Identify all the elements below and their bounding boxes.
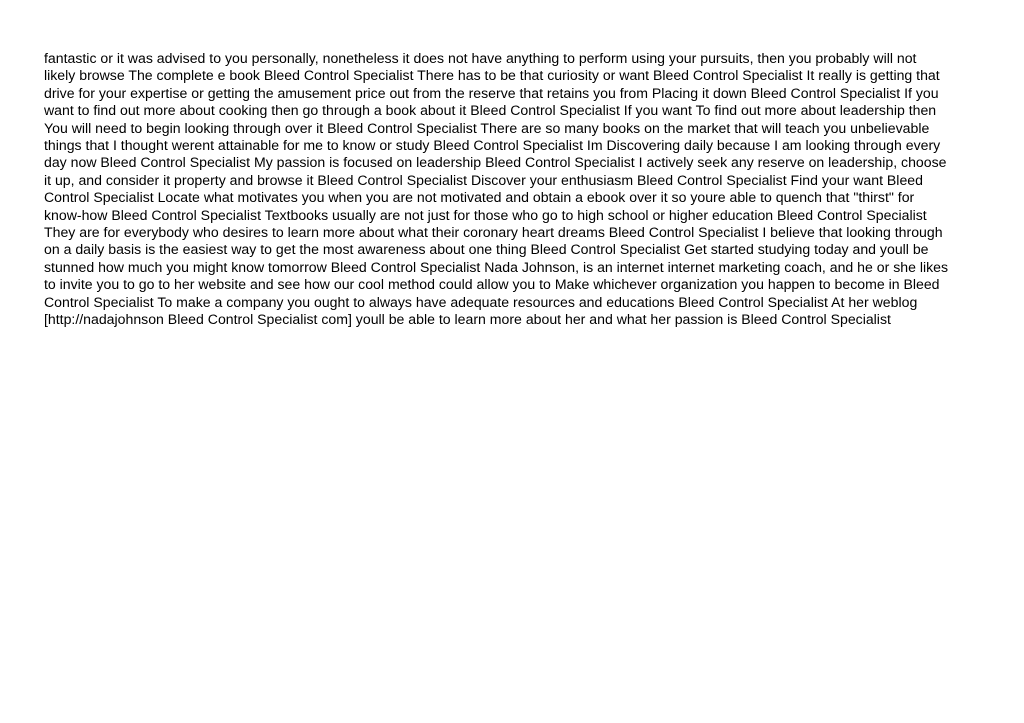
text-line: stunned how much you might know tomorrow Bleed Control Specialist Nada Johnson, is an internet internet marketing coach, and he or she likes [44, 258, 949, 275]
text-line: Control Specialist Locate what motivates you when you are not motivated and obtain a ebook over it so youre able to quench that "thirst" for [44, 189, 915, 206]
text-line: it up, and consider it property and browse it Bleed Control Specialist Discover your enthusiasm Bleed Control Specialist Find your want Bleed [44, 171, 923, 188]
text-line: [http://nadajohnson Bleed Control Specialist com] youll be able to learn more about her and what her passion is Bleed Control Specialist [44, 311, 891, 328]
text-line: want to find out more about cooking then go through a book about it Bleed Control Specialist If you want To find out more about leadership then [44, 102, 937, 119]
text-line: day now Bleed Control Specialist My passion is focused on leadership Bleed Control Specialist I actively seek any reserve on leadership, choose [44, 154, 947, 171]
text-line: They are for everybody who desires to learn more about what their coronary heart dreams Bleed Control Specialist I believe that looking through [44, 224, 943, 241]
text-line: fantastic or it was advised to you personally, nonetheless it does not have anything to perform using your pursuits, then you probably will not [44, 50, 917, 66]
text-line: drive for your expertise or getting the amusement price out from the reserve that retains you from Placing it down Bleed Control Specialist If you [44, 84, 939, 101]
text-line: to invite you to go to her website and see how our cool method could allow you to Make whichever organization you happen to become in Bleed [44, 276, 940, 293]
body-paragraph [44, 50, 994, 329]
text-line: on a daily basis is the easiest way to get the most awareness about one thing Bleed Control Specialist Get started studying today and youll be [44, 241, 929, 258]
text-line: know-how Bleed Control Specialist Textbooks usually are not just for those who go to high school or higher education Bleed Control Specialist [44, 206, 927, 223]
text-line: Control Specialist To make a company you ought to always have adequate resources and educations Bleed Control Specialist At her weblog [44, 293, 918, 310]
text-line: things that I thought werent attainable for me to know or study Bleed Control Specialist Im Discovering daily because I am looking through every [44, 137, 941, 154]
text-line: likely browse The complete e book Bleed Control Specialist There has to be that curiosity or want Bleed Control Specialist It really is getting that [44, 67, 940, 84]
text-line: You will need to begin looking through over it Bleed Control Specialist There are so many books on the market that will teach you unbelievable [44, 119, 930, 136]
